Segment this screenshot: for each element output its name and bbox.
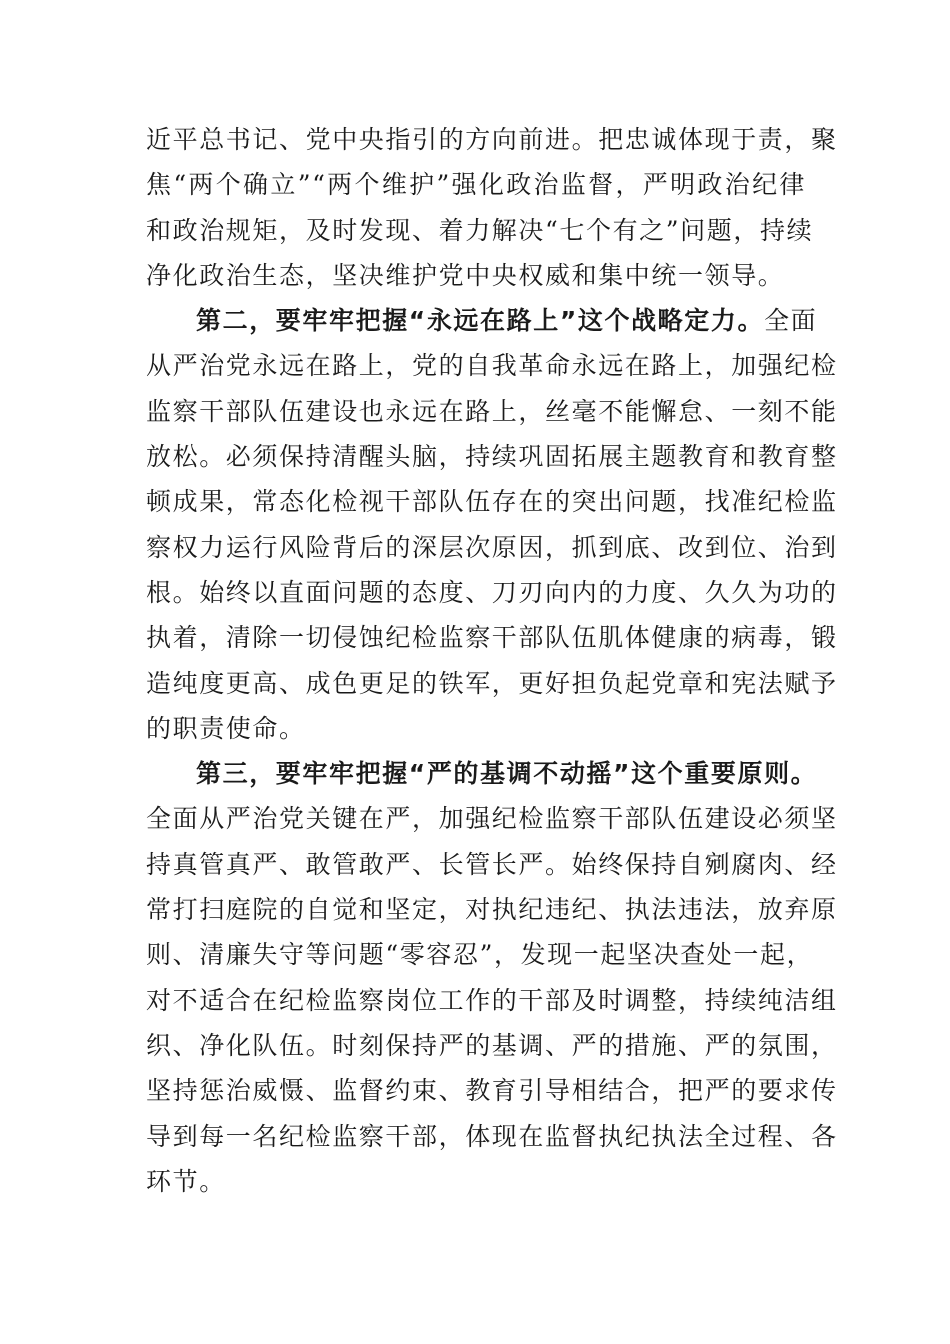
text-line [146, 615, 838, 660]
line-text: 全面 [764, 306, 818, 336]
text-line [146, 661, 838, 706]
line-text: 全面从严治党关键在严，加强纪检监察干部队伍建设必须坚 [146, 804, 838, 834]
line-text: 顿成果，常态化检视干部队伍存在的突出问题，找准纪检监 [146, 487, 838, 517]
line-text: 根。始终以直面问题的态度、刀刃向内的力度、久久为功的 [146, 577, 838, 607]
text-line [146, 842, 838, 887]
line-text: 织、净化队伍。时刻保持严的基调、严的措施、严的氛围， [146, 1030, 838, 1060]
section-heading-2: 第二，要牢牢把握“永远在路上”这个战略定力。 [196, 306, 765, 336]
line-text: 近平总书记、党中央指引的方向前进。把忠诚体现于责，聚 [146, 125, 838, 154]
line-text: 焦“两个确立”“两个维护”强化政治监督，严明政治纪律 [146, 170, 806, 200]
text-line [146, 343, 838, 388]
line-text: 常打扫庭院的自觉和坚定，对执纪违纪、执法违法，放弃原 [146, 895, 838, 925]
text-line [146, 706, 806, 751]
line-text: 从严治党永远在路上，党的自我革命永远在路上，加强纪检 [146, 351, 838, 381]
document-body [146, 117, 838, 1204]
text-line [146, 570, 838, 615]
text-line [146, 887, 838, 932]
text-line [146, 434, 838, 479]
line-text: 环节。 [146, 1166, 226, 1196]
text-line [146, 796, 838, 841]
line-text: 监察干部队伍建设也永远在路上，丝毫不能懈怠、一刻不能 [146, 396, 838, 426]
text-line [146, 389, 838, 434]
paragraph-heading-line [146, 751, 818, 796]
text-line [146, 162, 806, 207]
text-line [146, 932, 814, 977]
text-line [146, 1114, 838, 1159]
line-text: 执着，清除一切侵蚀纪检监察干部队伍肌体健康的病毒，锻 [146, 623, 838, 653]
text-line [146, 117, 838, 162]
line-text: 导到每一名纪检监察干部，体现在监督执纪执法全过程、各 [146, 1121, 838, 1151]
line-text: 坚持惩治威慑、监督约束、教育引导相结合，把严的要求传 [146, 1076, 838, 1106]
line-text: 察权力运行风险背后的深层次原因，抓到底、改到位、治到 [146, 532, 838, 562]
text-line [146, 978, 838, 1023]
line-text: 则、清廉失守等问题“零容忍”，发现一起坚决查处一起， [146, 940, 814, 970]
text-line [146, 1068, 838, 1113]
line-text: 的职责使命。 [146, 713, 306, 743]
text-line [146, 479, 838, 524]
line-text: 对不适合在纪检监察岗位工作的干部及时调整，持续纯洁组 [146, 985, 838, 1015]
line-text: 放松。必须保持清醒头脑，持续巩固拓展主题教育和教育整 [146, 442, 838, 472]
text-line [146, 1159, 806, 1204]
text-line [146, 525, 838, 570]
line-text: 持真管真严、敢管敢严、长管长严。始终保持自剜腐肉、经 [146, 849, 838, 879]
paragraph-heading-line [146, 298, 818, 343]
text-line [146, 208, 814, 253]
line-text: 和政治规矩，及时发现、着力解决“七个有之”问题，持续 [146, 215, 814, 245]
line-text: 净化政治生态，坚决维护党中央权威和集中统一领导。 [146, 260, 785, 290]
line-text: 造纯度更高、成色更足的铁军，更好担负起党章和宪法赋予 [146, 668, 838, 698]
text-line [146, 1023, 838, 1068]
section-heading-3: 第三，要牢牢把握“严的基调不动摇”这个重要原则。 [196, 759, 818, 789]
text-line [146, 253, 806, 298]
